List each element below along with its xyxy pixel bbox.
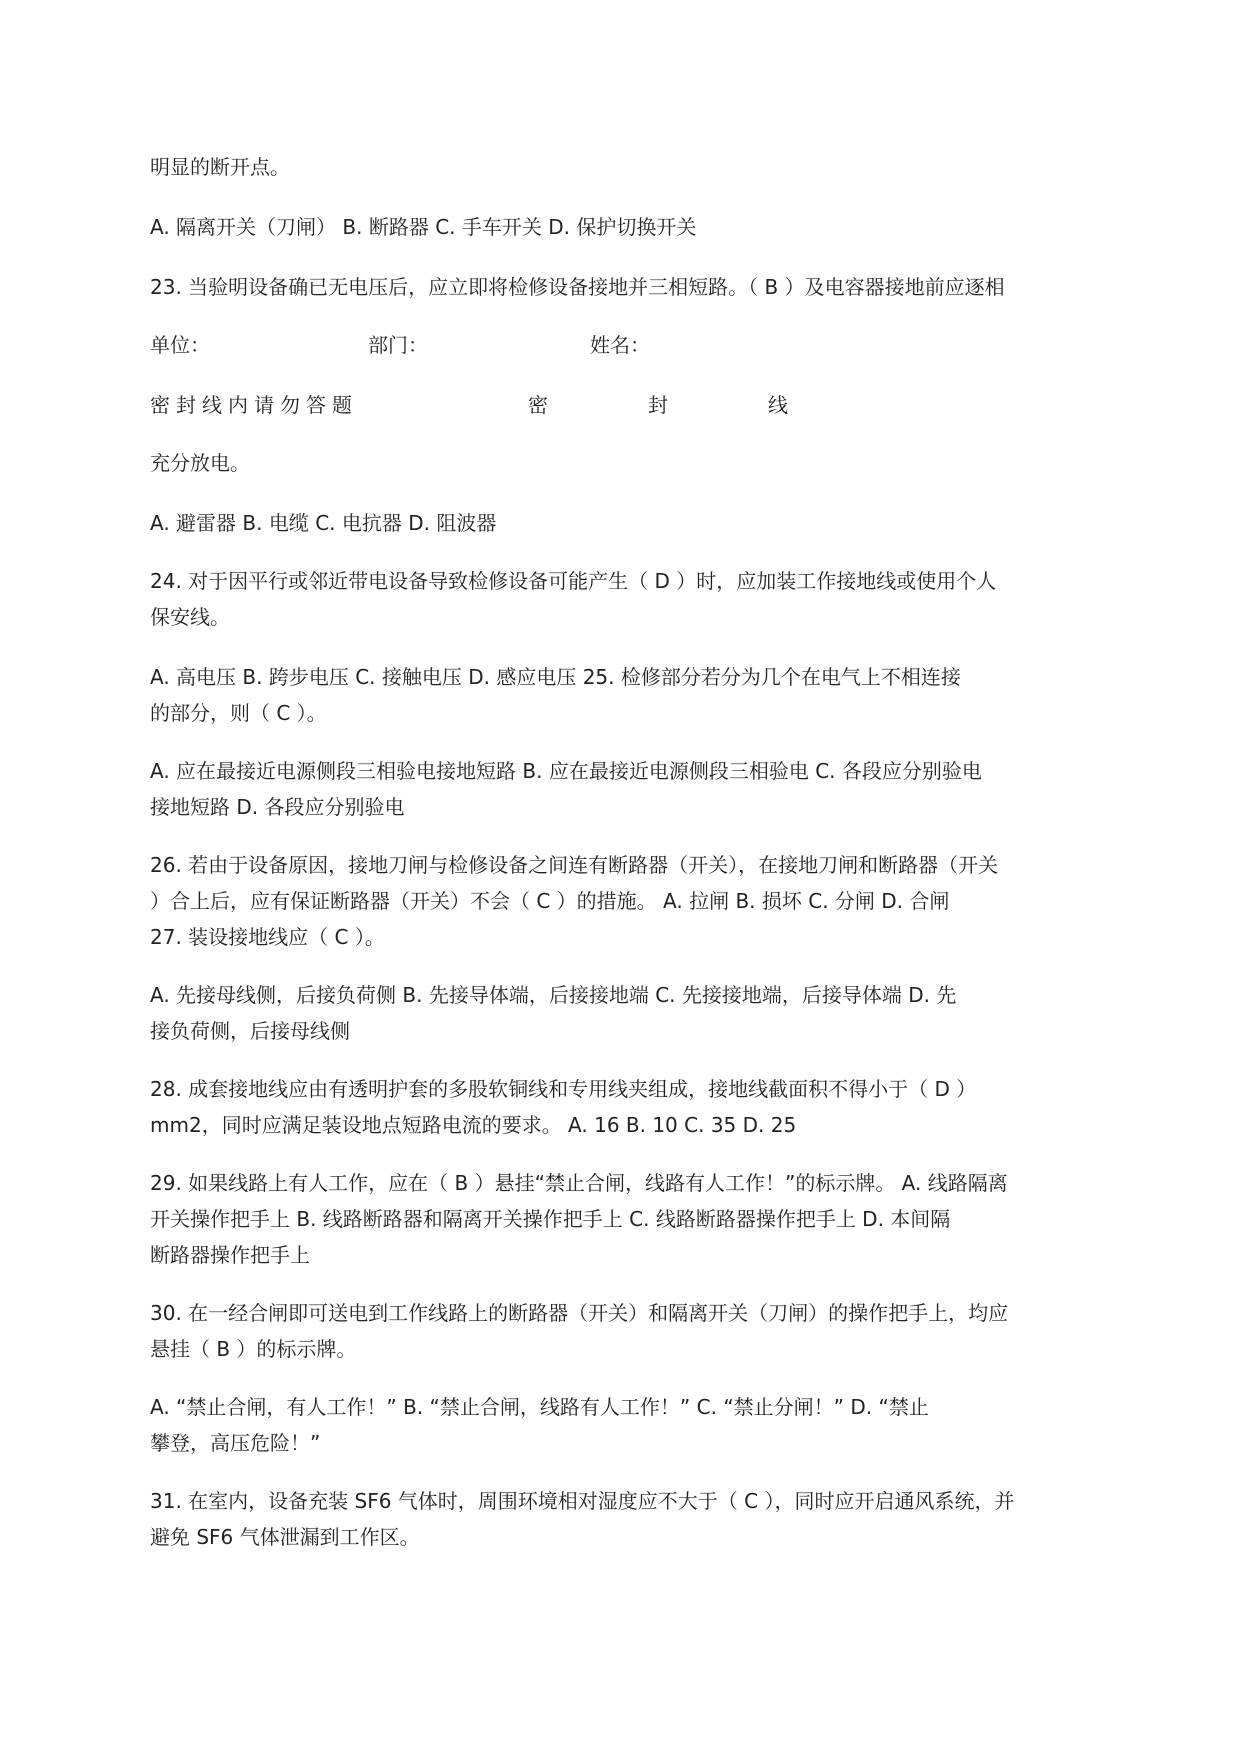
question-29: 29. 如果线路上有人工作，应在（ B ）悬挂“禁止合闸，线路有人工作！”的标示牌。 A. 线路隔离 (150, 1171, 1008, 1195)
question-26: 26. 若由于设备原因，接地刀闸与检修设备之间连有断路器（开关），在接地刀闸和断路器（开关 (150, 853, 999, 877)
seal-feng: 封 (648, 393, 668, 417)
name-label: 姓名： (590, 333, 650, 357)
text-line: 充分放电。 (150, 451, 250, 475)
question-27: 27. 装设接地线应（ C ）。 (150, 925, 385, 949)
question-24: 24. 对于因平行或邻近带电设备导致检修设备可能产生（ D ）时，应加装工作接地线或使用个人 (150, 569, 997, 593)
seal-xian: 线 (768, 393, 788, 417)
text-line: 接地短路 D. 各段应分别验电 (150, 795, 405, 819)
unit-label: 单位： (150, 333, 210, 357)
seal-mi: 密 (528, 393, 548, 417)
answer-options: A. 高电压 B. 跨步电压 C. 接触电压 D. 感应电压 25. 检修部分若分为几个在电气上不相连接 (150, 665, 961, 689)
text-line: 避免 SF6 气体泄漏到工作区。 (150, 1525, 420, 1549)
text-line: 明显的断开点。 (150, 155, 290, 179)
answer-options: 开关操作把手上 B. 线路断路器和隔离开关操作把手上 C. 线路断路器操作把手上 D. 本间隔 (150, 1207, 951, 1231)
dept-label: 部门： (368, 333, 428, 357)
text-line: 悬挂（ B ）的标示牌。 (150, 1337, 357, 1361)
answer-options: A. “禁止合闸，有人工作！” B. “禁止合闸，线路有人工作！” C. “禁止分闸！” D. “禁止 (150, 1395, 929, 1419)
answer-options: mm2，同时应满足装设地点短路电流的要求。 A. 16 B. 10 C. 35 D. 25 (150, 1113, 797, 1137)
answer-options: A. 避雷器 B. 电缆 C. 电抗器 D. 阻波器 (150, 511, 497, 535)
text-line: ）合上后，应有保证断路器（开关）不会（ C ）的措施。 A. 拉闸 B. 损坏 C. 分闸 D. 合闸 (150, 889, 950, 913)
question-31: 31. 在室内，设备充装 SF6 气体时，周围环境相对湿度应不大于（ C ），同时应开启通风系统，并 (150, 1489, 1015, 1513)
text-line: 接负荷侧，后接母线侧 (150, 1019, 350, 1043)
question-23: 23. 当验明设备确已无电压后，应立即将检修设备接地并三相短路。（ B ）及电容器接地前应逐相 (150, 275, 1005, 299)
seal-notice: 密封线内请勿答题 (150, 393, 358, 417)
question-30: 30. 在一经合闸即可送电到工作线路上的断路器（开关）和隔离开关（刀闸）的操作把手上，均应 (150, 1301, 1009, 1325)
text-line: 攀登，高压危险！” (150, 1431, 321, 1455)
answer-options: A. 先接母线侧，后接负荷侧 B. 先接导体端，后接接地端 C. 先接接地端，后接导体端 D. 先 (150, 983, 957, 1007)
question-28: 28. 成套接地线应由有透明护套的多股软铜线和专用线夹组成，接地线截面积不得小于（ D ） (150, 1077, 977, 1101)
text-line: 保安线。 (150, 605, 230, 629)
text-line: 的部分，则（ C ）。 (150, 701, 327, 725)
answer-options: A. 隔离开关（刀闸） B. 断路器 C. 手车开关 D. 保护切换开关 (150, 215, 697, 239)
answer-options: A. 应在最接近电源侧段三相验电接地短路 B. 应在最接近电源侧段三相验电 C. 各段应分别验电 (150, 759, 982, 783)
text-line: 断路器操作把手上 (150, 1243, 310, 1267)
